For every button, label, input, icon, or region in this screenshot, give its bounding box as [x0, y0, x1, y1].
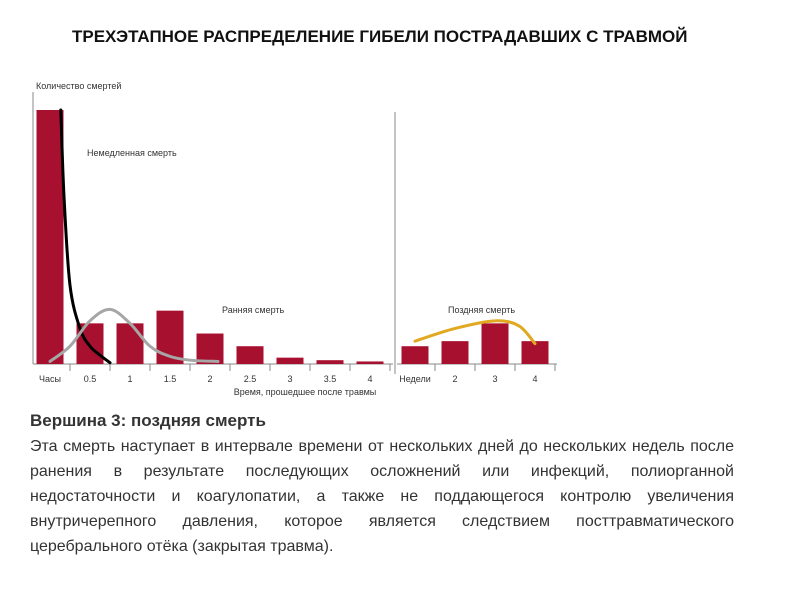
section-body: Эта смерть наступает в интервале времени от нескольких дней до нескольких недель после ранения в результате последующих осложнений или инфекций, полиорганной недостаточности и коагулопатии, а также не поддающегося контролю увеличения внутричерепного давления, которое является следствием посттравматического церебрального отёка (закрытая травма).	[30, 438, 734, 555]
tick-label-weeks-3: 4	[532, 374, 538, 384]
tick-label-hours-3: 1.5	[163, 374, 177, 384]
tick-label-hours-1: 0.5	[83, 374, 97, 384]
bar-hours-7	[317, 360, 344, 364]
curve-label-0: Немедленная смерть	[87, 148, 177, 158]
bar-weeks-1	[442, 341, 469, 364]
bar-hours-8	[357, 361, 384, 364]
tick-label-hours-4: 2	[207, 374, 213, 384]
x-axis-label: Время, прошедшее после травмы	[233, 387, 377, 397]
bar-weeks-2	[482, 323, 509, 364]
tick-label-weeks-2: 3	[492, 374, 498, 384]
y-axis-label: Количество смертей	[36, 81, 122, 91]
tick-label-hours-7: 3.5	[323, 374, 337, 384]
tick-label-hours-5: 2.5	[243, 374, 257, 384]
description-block	[30, 411, 734, 559]
tick-label-hours-0: Часы	[39, 374, 61, 384]
curve-2	[415, 321, 535, 344]
bar-hours-2	[117, 323, 144, 364]
bar-hours-5	[237, 346, 264, 364]
bar-weeks-0	[402, 346, 429, 364]
tick-label-hours-8: 4	[367, 374, 373, 384]
section-heading: Вершина 3: поздняя смерть	[30, 411, 266, 430]
curve-label-1: Ранняя смерть	[222, 305, 285, 315]
chart-axes	[33, 92, 557, 374]
tick-label-hours-6: 3	[287, 374, 293, 384]
bar-hours-0	[37, 110, 64, 364]
bar-hours-6	[277, 358, 304, 364]
slide-title: ТРЕХЭТАПНОЕ РАСПРЕДЕЛЕНИЕ ГИБЕЛИ ПОСТРАДАВШИХ С ТРАВМОЙ	[72, 27, 688, 46]
tick-label-weeks-1: 2	[452, 374, 458, 384]
curve-label-2: Поздняя смерть	[448, 305, 516, 315]
tick-label-weeks-0: Недели	[399, 374, 431, 384]
tick-label-hours-2: 1	[127, 374, 133, 384]
